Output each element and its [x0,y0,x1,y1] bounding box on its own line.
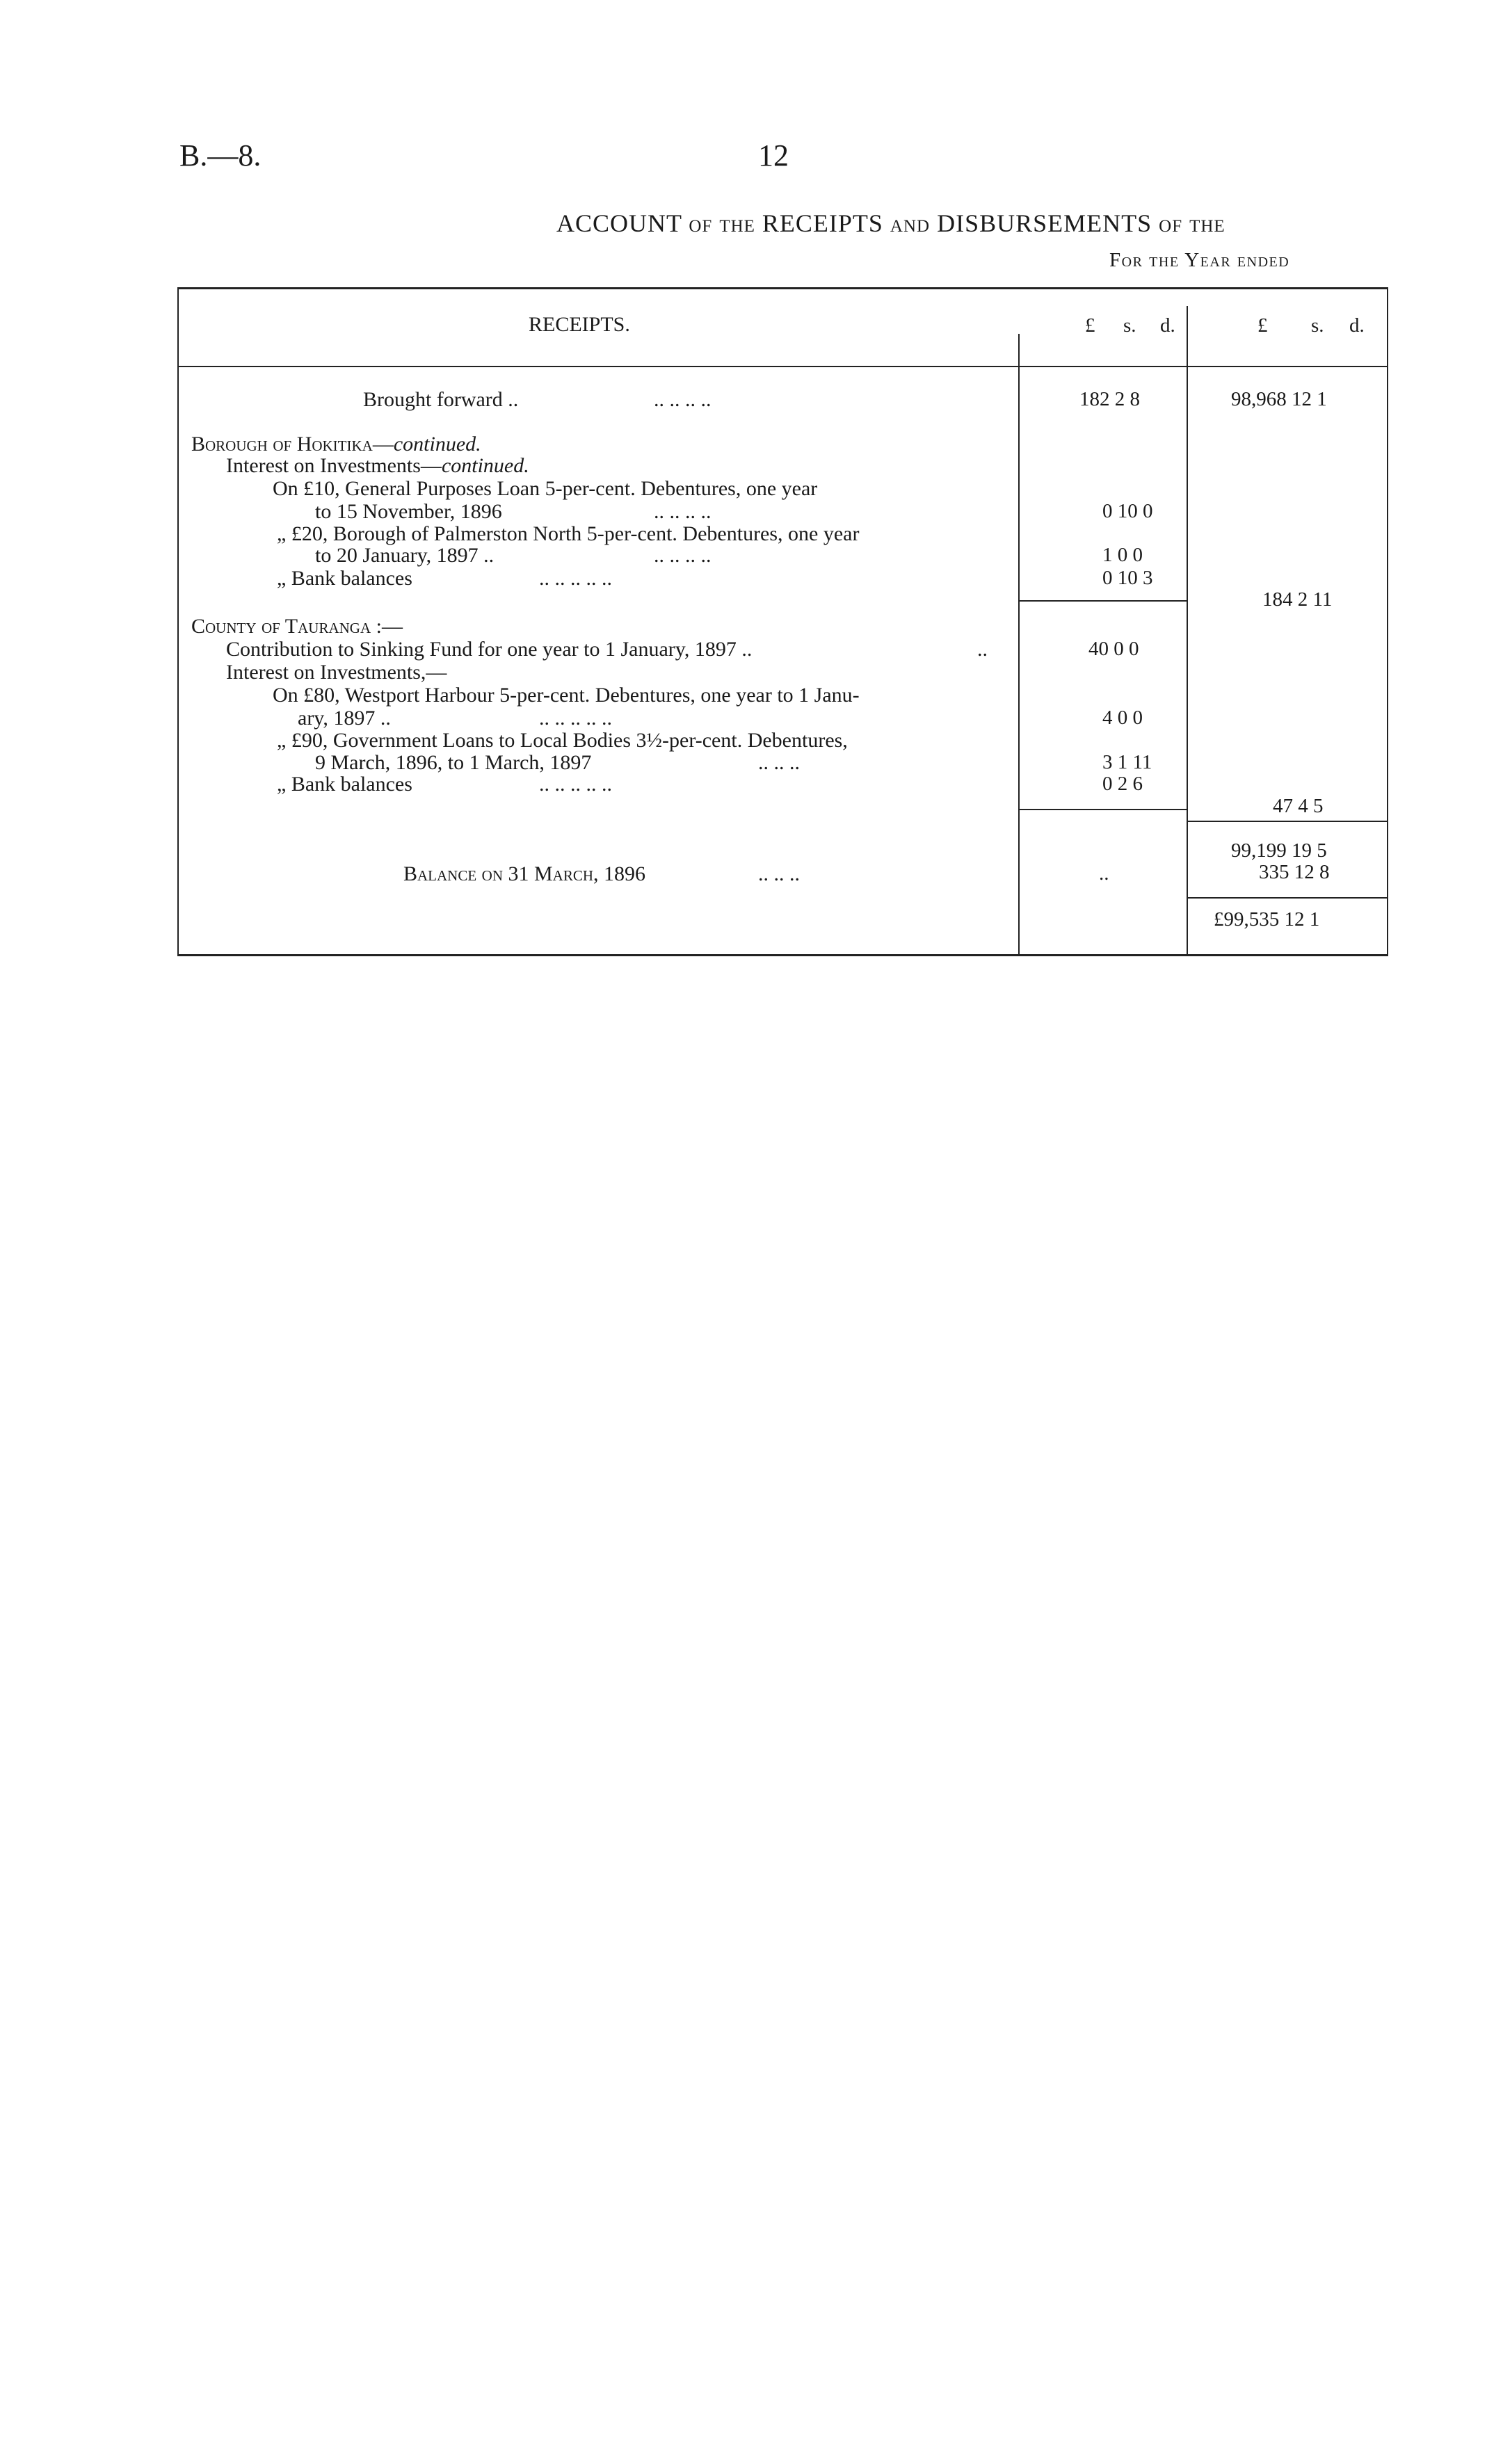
hokitika-heading: Borough of Hokitika—continued. [191,433,481,456]
column-divider-2 [1187,306,1188,956]
tauranga-item3-label: „ Bank balances [277,773,412,796]
tauranga-item1-dots: .. .. .. .. .. [539,707,612,730]
hokitika-item1-line2: to 15 November, 1896 [315,500,502,523]
tauranga-item1-line2: ary, 1897 .. [298,707,391,730]
tauranga-heading: County of Tauranga :— [191,615,403,638]
col2-pounds-header: £ [1257,314,1268,337]
tauranga-sinking-value: 40 0 0 [1088,638,1139,660]
receipts-subtotal: 99,199 19 5 [1231,839,1327,862]
col1-pounds-header: £ [1085,314,1095,337]
document-reference: B.—8. [179,138,262,172]
tauranga-item2-line1: „ £90, Government Loans to Local Bodies 3½-per-cent. Debentures, [277,729,848,752]
balance-dots: .. .. .. [758,862,800,885]
hokitika-item3-value: 0 10 3 [1102,567,1153,589]
total-rule-2 [1188,897,1388,899]
table-bottom-rule [177,954,1388,956]
table-right-rule [1387,287,1388,956]
tauranga-item2-line2: 9 March, 1896, to 1 March, 1897 [315,751,592,774]
hokitika-interest-heading: Interest on Investments—continued. [226,454,529,477]
subtotal-rule-tauranga [1020,809,1187,810]
hokitika-total: 184 2 11 [1262,588,1333,611]
total-rule-1 [1188,821,1388,822]
tauranga-item3-dots: .. .. .. .. .. [539,773,612,796]
subtotal-rule-hokitika [1020,600,1187,602]
table-top-rule [177,287,1388,289]
hokitika-item3-label: „ Bank balances [277,567,412,590]
hokitika-item1-dots: .. .. .. .. [654,500,712,523]
page-number: 12 [758,138,789,172]
grand-total: £99,535 12 1 [1214,908,1320,931]
tauranga-item2-dots: .. .. .. [758,751,800,774]
hokitika-item2-line1: „ £20, Borough of Palmerston North 5-per-cent. Debentures, one year [277,522,860,545]
col2-pence-header: d. [1349,314,1365,337]
col1-pence-header: d. [1160,314,1175,337]
tauranga-sinking-dots: .. [977,638,988,661]
hokitika-item1-line1: On £10, General Purposes Loan 5-per-cent. Debentures, one year [273,477,818,500]
tauranga-item1-value: 4 0 0 [1102,707,1143,729]
table-left-rule [177,287,179,956]
hokitika-item2-dots: .. .. .. .. [654,544,712,567]
balance-label: Balance on 31 March, 1896 [403,862,646,885]
hokitika-item3-dots: .. .. .. .. .. [539,567,612,590]
balance-col2: 335 12 8 [1259,861,1330,883]
account-title: ACCOUNT of the RECEIPTS and DISBURSEMENTS of the [556,209,1225,237]
column-divider-1 [1018,334,1020,956]
receipts-column-header: RECEIPTS. [529,313,630,336]
hokitika-item2-value: 1 0 0 [1102,544,1143,566]
tauranga-interest-heading: Interest on Investments,— [226,661,447,684]
brought-forward-col2: 98,968 12 1 [1231,388,1327,410]
brought-forward-col1: 182 2 8 [1079,388,1140,410]
tauranga-item3-value: 0 2 6 [1102,773,1143,795]
tauranga-sinking-fund: Contribution to Sinking Fund for one year to 1 January, 1897 .. [226,638,753,661]
col1-shillings-header: s. [1123,314,1136,337]
tauranga-item2-value: 3 1 11 [1102,751,1152,773]
tauranga-total: 47 4 5 [1273,795,1324,817]
hokitika-item1-value: 0 10 0 [1102,500,1153,522]
col2-shillings-header: s. [1311,314,1324,337]
brought-forward-dots: .. .. .. .. [654,388,712,411]
brought-forward-label: Brought forward .. [363,388,519,411]
balance-col1: .. [1099,862,1109,885]
account-subtitle: For the Year ended [1109,249,1290,271]
hokitika-item2-line2: to 20 January, 1897 .. [315,544,495,567]
tauranga-item1-line1: On £80, Westport Harbour 5-per-cent. Debentures, one year to 1 Janu- [273,684,860,707]
header-rule [177,366,1388,367]
